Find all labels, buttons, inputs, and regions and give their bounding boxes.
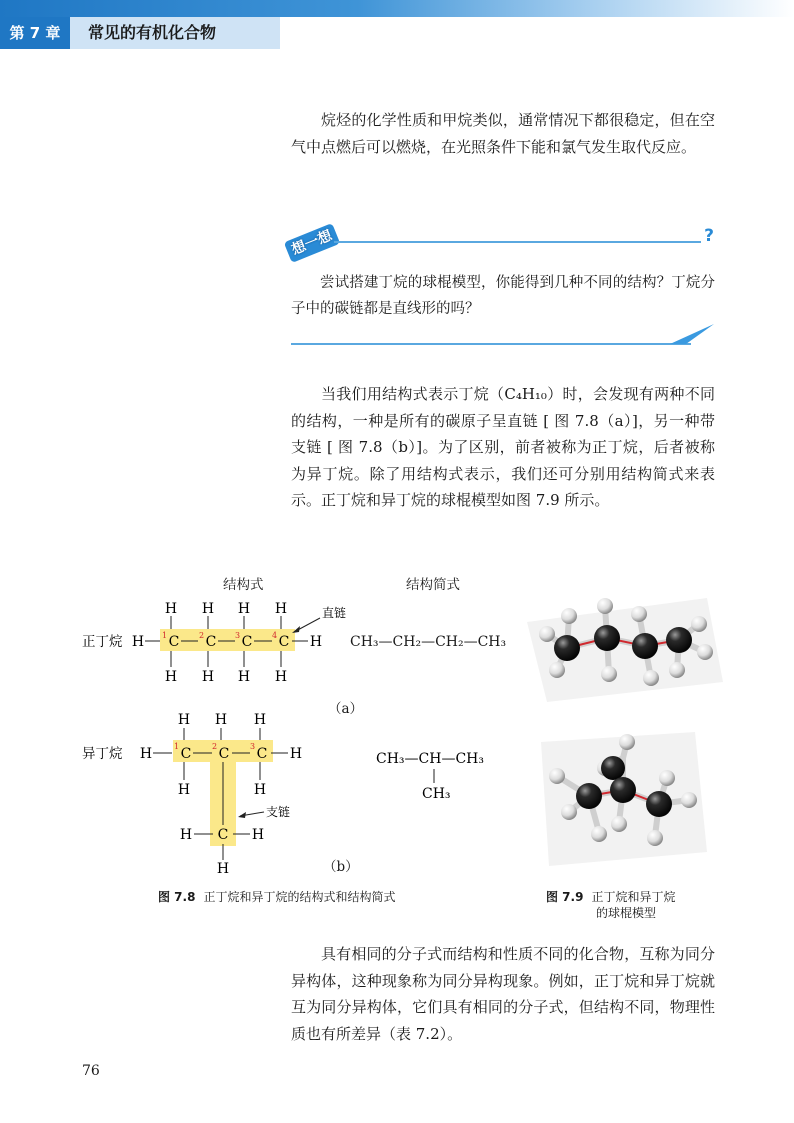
atom-h: H [177,782,191,798]
think-divider-top [334,241,714,243]
isobutane-name: 异丁烷 [82,746,123,762]
atom-h: H [253,782,267,798]
carbon-index: 1 [174,742,180,751]
ball-and-stick-models [527,582,723,874]
atom-c: C [205,634,217,650]
isobutane-model [541,732,707,866]
atom-h: H [201,669,215,685]
isobutane-simplified [376,745,506,805]
sublabel-a: （a） [328,701,364,717]
header-gradient-bar [0,0,794,17]
atom-h: H [201,601,215,617]
figure-7-9-caption-line1: 正丁烷和异丁烷 [591,890,676,904]
chapter-title: 常见的有机化合物 [70,17,280,49]
figure-7-9-caption [546,888,675,905]
atom-h: H [164,601,178,617]
atom-h: H [164,669,178,685]
figure-7-8-number: 图 7.8 [158,890,196,904]
atom-h: H [274,669,288,685]
think-divider-bottom [291,343,691,345]
n-butane-model [527,598,723,702]
atom-c: C [217,827,229,843]
atom-c: C [278,634,290,650]
paragraph-2: 当我们用结构式表示丁烷（C₄H₁₀）时，会发现有两种不同的结构，一种是所有的碳原子呈直链 [ 图 7.8（a）]，另一种带支链 [ 图 7.8（b）]。为了区别，前者被称为正丁烷，后者被称为异丁烷。除了用结构式表示，我们还可分别用结构简式来表示。正丁烷和异丁烷的球棍模型如图 7.9 所示。 [291,385,715,509]
straight-chain-annotation: 直链 [322,606,347,620]
branch-annotation: 支链 [266,805,291,819]
atom-h: H [274,601,288,617]
isobutane-simplified-main: CH₃—CH—CH₃ [376,751,484,767]
figure-7-8-caption [158,888,395,905]
think-box [286,222,714,348]
atom-h: H [253,712,267,728]
atom-h: H [289,746,303,762]
atom-h: H [237,601,251,617]
atom-c: C [168,634,180,650]
atom-h: H [139,746,153,762]
carbon-index: 3 [235,631,241,640]
atom-c: C [256,746,268,762]
n-butane-structural-formula [78,596,350,688]
think-label: 想一想 [284,223,340,263]
n-butane-simplified: CH₃—CH₂—CH₂—CH₃ [350,634,507,650]
sublabel-b: （b） [323,859,359,875]
figure-7-8-caption-text: 正丁烷和异丁烷的结构式和结构简式 [203,890,396,904]
atom-c: C [218,746,230,762]
carbon-index: 1 [162,631,168,640]
atom-c: C [180,746,192,762]
figure-7-9-caption-line2: 的球棍模型 [596,906,657,920]
column-header-simplified: 结构简式 [406,577,460,593]
isobutane-simplified-branch: CH₃ [422,786,451,802]
flag-triangle-icon [670,320,714,346]
paragraph-3: 具有相同的分子式而结构和性质不同的化合物，互称为同分异构体，这种现象称为同分异构现象。例如，正丁烷和异丁烷就互为同分异构体，它们具有相同的分子式，但结构不同，物理性质也有所差异（表 7.2）。 [291,945,715,1043]
atom-h: H [251,827,265,843]
question-mark-icon: ? [701,226,714,246]
n-butane-name: 正丁烷 [82,634,123,650]
think-text: 尝试搭建丁烷的球棍模型，你能得到几种不同的结构？丁烷分子中的碳链都是直线形的吗？ [291,275,715,317]
atom-h: H [131,634,145,650]
carbon-index: 2 [199,631,205,640]
atom-h: H [179,827,193,843]
carbon-index: 3 [250,742,256,751]
isobutane-structural-formula [78,708,338,878]
chapter-tag: 第 7 章 [0,17,70,49]
atom-h: H [216,861,230,877]
carbon-index: 2 [212,742,218,751]
carbon-index: 4 [272,631,278,640]
paragraph-1: 烷烃的化学性质和甲烷类似，通常情况下都很稳定，但在空气中点燃后可以燃烧，在光照条件下能和氯气发生取代反应。 [291,111,715,156]
figure-7-9-number: 图 7.9 [546,890,584,904]
atom-h: H [237,669,251,685]
atom-h: H [177,712,191,728]
atom-c: C [241,634,253,650]
page-number: 76 [82,1063,100,1079]
atom-h: H [214,712,228,728]
column-header-structural: 结构式 [223,577,264,593]
atom-h: H [309,634,323,650]
